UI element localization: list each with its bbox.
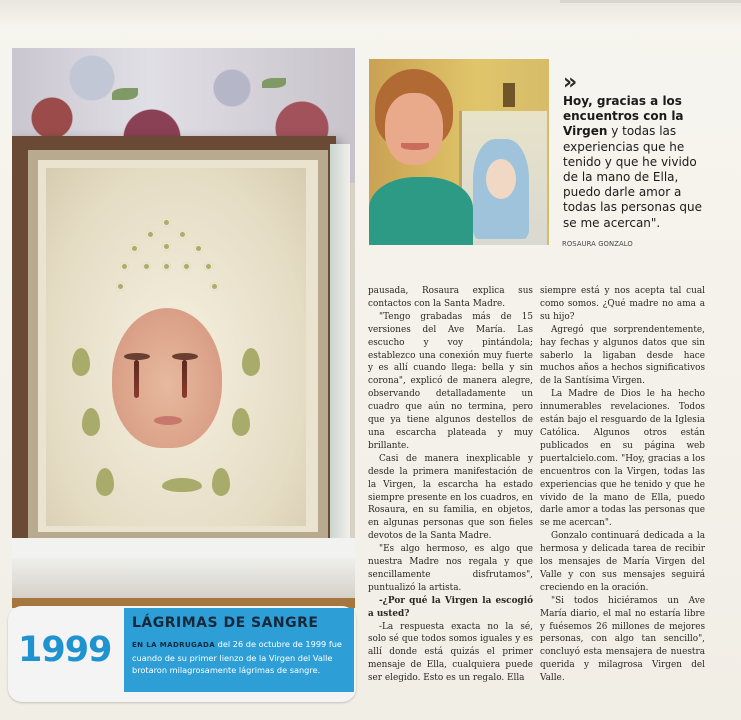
- caption-lead: EN LA MADRUGADA: [132, 641, 216, 649]
- blood-tear: [182, 360, 187, 398]
- interview-question: -¿Por qué la Virgen la escogió a usted?: [368, 595, 533, 619]
- paragraph: "Si todos hiciéramos un Ave María diario, el mal no estaría libre y fuésemos 26 millones de mejores personas, con algo tan sencillo", concluyó esta mensajera de nuestra querida y milagrosa Virgen del Valle.: [540, 595, 705, 684]
- pull-quote-bold: Hoy, gracias a los encuentros con la Virgen: [563, 94, 684, 139]
- paragraph: siempre está y nos acepta tal cual como somos. ¿Qué madre no ama a su hijo?: [540, 286, 705, 322]
- double-chevron-icon: »: [563, 70, 575, 95]
- paragraph: Gonzalo continuará dedicada a la hermosa y delicada tarea de recibir los mensajes de María Virgen del Valle y con sus mensajes seguirá creciendo en la oración.: [540, 531, 705, 593]
- article-column-1: [368, 285, 533, 685]
- page-top-edge: [560, 0, 741, 3]
- painted-virgin-face: [112, 308, 222, 448]
- rosaura-portrait-photo: [369, 59, 549, 245]
- caption-text: [132, 638, 352, 677]
- blood-tear: [134, 360, 139, 398]
- pull-quote-rest: y todas las experiencias que he tenido y que he vivido de la mano de Ella, puedo darle amor a todas las personas que se me acercan".: [563, 124, 702, 230]
- paragraph: La Madre de Dios le ha hecho innumerables revelaciones. Todos están bajo el resguardo de la Iglesia Católica. Algunos otros están publicados en su página web puertalcielo.com. "Hoy, gracias a los encuentros con la Virgen, todas las experiencias que he tenido y que he vivido de la mano de Ella, puedo darle amor a todas las personas que se me acercan".: [540, 389, 705, 529]
- paragraph: "Tengo grabadas más de 15 versiones del Ave María. Las escucho y voy pintándola; establezco una conexión muy fuerte y es allí cuando llega: bella y sin corona", explicó de manera alegre, observando detalladamente un cuadro que aún no termina, pero que ya tiene algunos destellos de una escarcha plateada y muy brillante.: [368, 311, 533, 451]
- caption-title: LÁGRIMAS DE SANGRE: [132, 615, 319, 631]
- caption-year: 1999: [18, 630, 112, 670]
- page-top-shadow: [0, 0, 741, 28]
- paragraph: pausada, Rosaura explica sus contactos con la Santa Madre.: [368, 286, 533, 309]
- article-column-2: [540, 285, 705, 685]
- paragraph: Casi de manera inexplicable y desde la primera manifestación de la Virgen, la escarcha ha estado siempre presente en los cuadros, en Rosaura, en su familia, en objetos, en algunas personas que son fieles devotos de la Santa Madre.: [368, 453, 533, 542]
- photo-credit: ROSAURA GONZALO: [562, 240, 633, 248]
- paragraph: -La respuesta exacta no la sé, solo sé que todos somos iguales y es allí donde está quizás el primer mensaje de Ella, cualquiera puede ser elegido. Esto es un regalo. Ella: [368, 621, 533, 684]
- weeping-virgin-painting-photo: [12, 48, 355, 608]
- painted-crown: [116, 218, 220, 308]
- pull-quote: [563, 94, 703, 231]
- caption-body: del 26 de octubre de 1999 fue cuando de su primer lienzo de la Virgen del Valle brotaron milagrosamente lágrimas de sangre.: [132, 639, 342, 676]
- paragraph: Agregó que sorprendentemente, hay fechas y algunos datos que sin saberlo la ligaban desde hace muchos años a hechos significativos de la Santísima Virgen.: [540, 324, 705, 387]
- paragraph: "Es algo hermoso, es algo que nuestra Madre nos regala y que sencillamente disfrutamos", puntualizó la artista.: [368, 544, 533, 593]
